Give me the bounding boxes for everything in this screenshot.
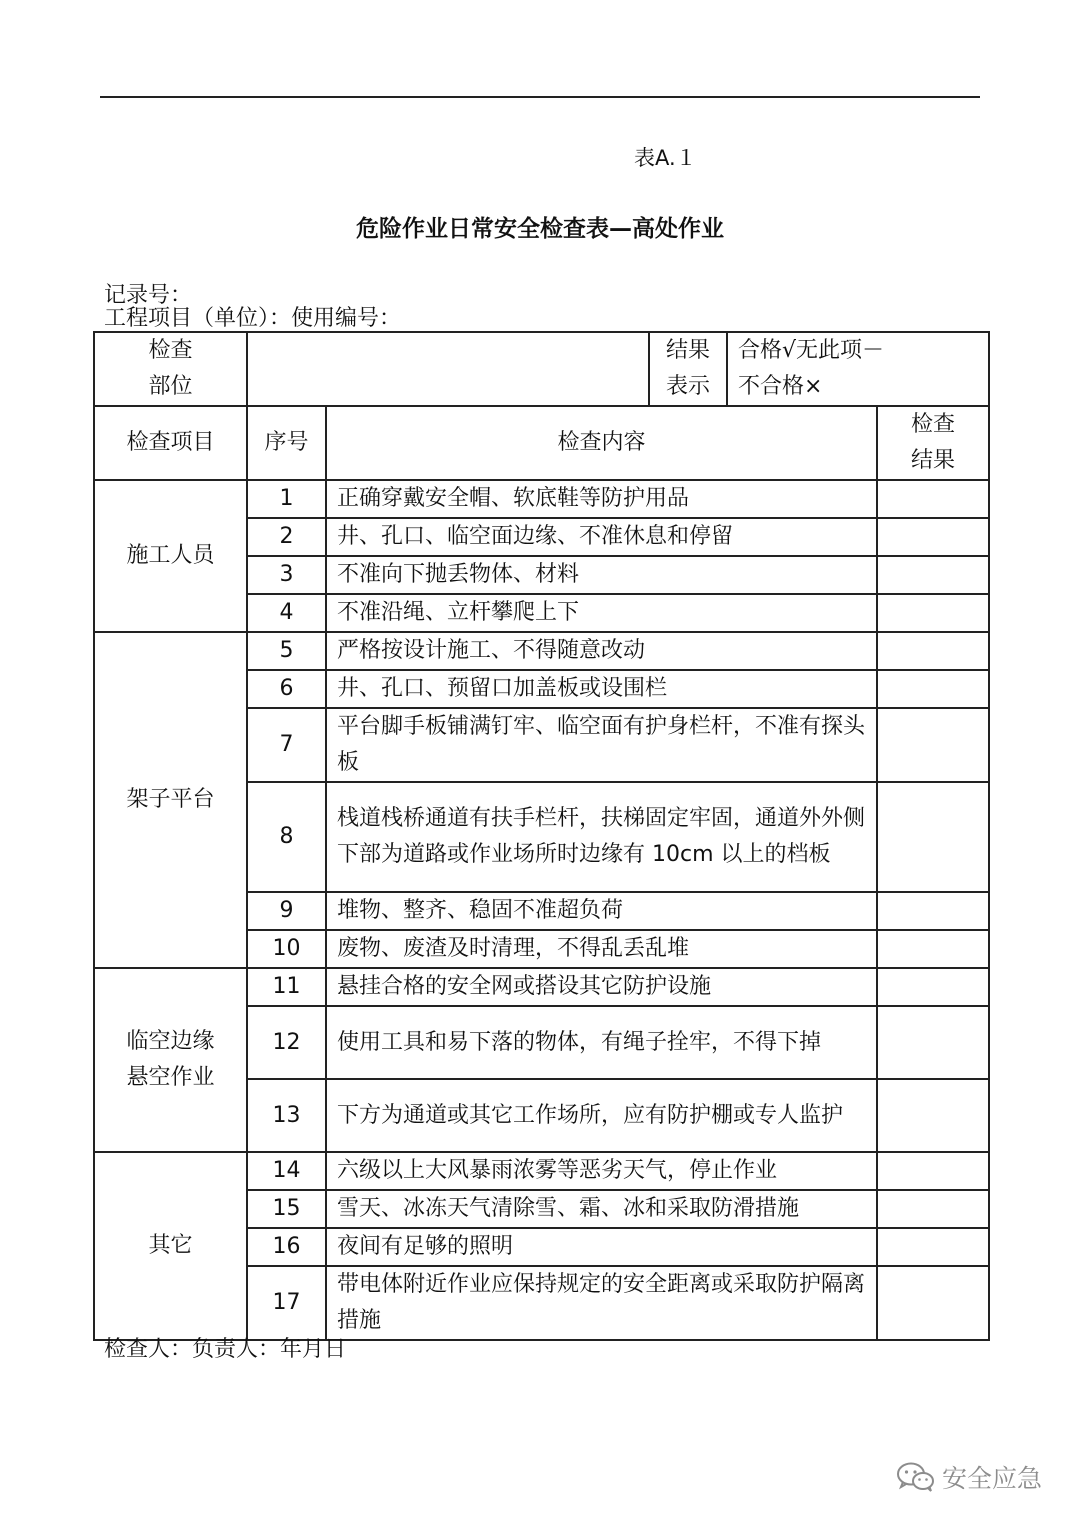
table-row [94,480,989,518]
check-content-cell: 使用工具和易下落的物体，有绳子拴牢，不得下掉 [326,1006,877,1079]
result-cell[interactable] [877,1079,989,1152]
check-content-cell: 栈道栈桥通道有扶手栏杆，扶梯固定牢固，通道外外侧下部为道路或作业场所时边缘有 10cm 以上的档板 [326,782,877,892]
sequence-cell: 1 [247,480,326,518]
location-value[interactable] [247,332,649,406]
watermark-text: 安全应急 [942,1464,1043,1493]
result-cell[interactable] [877,1190,989,1228]
sequence-cell: 5 [247,632,326,670]
category-cell: 其它 [94,1152,247,1340]
result-column-header: 检查 结果 [877,406,989,480]
result-cell[interactable] [877,968,989,1006]
result-cell[interactable] [877,594,989,632]
check-content-cell: 不准沿绳、立杆攀爬上下 [326,594,877,632]
check-content-cell: 不准向下抛丢物体、材料 [326,556,877,594]
sequence-cell: 8 [247,782,326,892]
result-cell[interactable] [877,930,989,968]
table-row [94,968,989,1006]
check-content-cell: 六级以上大风暴雨浓雾等恶劣天气，停止作业 [326,1152,877,1190]
check-content-cell: 平台脚手板铺满钉牢、临空面有护身栏杆，不准有探头板 [326,708,877,782]
category-cell: 架子平台 [94,632,247,968]
result-cell[interactable] [877,556,989,594]
check-content-cell: 悬挂合格的安全网或搭设其它防护设施 [326,968,877,1006]
result-cell[interactable] [877,782,989,892]
watermark [896,1459,1042,1495]
check-content-cell: 废物、废渣及时清理，不得乱丢乱堆 [326,930,877,968]
result-cell[interactable] [877,708,989,782]
inspection-table [93,331,990,1341]
sequence-cell: 10 [247,930,326,968]
sequence-cell: 15 [247,1190,326,1228]
check-content-cell: 下方为通道或其它工作场所，应有防护棚或专人监护 [326,1079,877,1152]
sequence-cell: 4 [247,594,326,632]
result-cell[interactable] [877,480,989,518]
sequence-cell: 11 [247,968,326,1006]
result-cell[interactable] [877,518,989,556]
check-content-cell: 带电体附近作业应保持规定的安全距离或采取防护隔离措施 [326,1266,877,1340]
check-content-cell: 雪天、冰冻天气清除雪、霜、冰和采取防滑措施 [326,1190,877,1228]
table-row [94,632,989,670]
check-content-cell: 井、孔口、临空面边缘、不准休息和停留 [326,518,877,556]
document-title: 危险作业日常安全检查表—高处作业 [356,216,724,242]
sequence-cell: 2 [247,518,326,556]
content-column-header: 检查内容 [326,406,877,480]
category-cell: 施工人员 [94,480,247,632]
category-cell: 临空边缘 悬空作业 [94,968,247,1152]
sequence-cell: 9 [247,892,326,930]
sequence-cell: 16 [247,1228,326,1266]
check-content-cell: 堆物、整齐、稳固不准超负荷 [326,892,877,930]
wechat-icon [896,1461,936,1493]
sequence-cell: 17 [247,1266,326,1340]
check-content-cell: 井、孔口、预留口加盖板或设围栏 [326,670,877,708]
project-line: 工程项目（单位）：使用编号： [104,306,402,331]
result-cell[interactable] [877,1152,989,1190]
item-column-header: 检查项目 [94,406,247,480]
sequence-cell: 12 [247,1006,326,1079]
sequence-cell: 3 [247,556,326,594]
signature-line: 检查人：负责人：年月日 [104,1337,347,1362]
result-cell[interactable] [877,1266,989,1340]
check-content-cell: 正确穿戴安全帽、软底鞋等防护用品 [326,480,877,518]
sequence-column-header: 序号 [247,406,326,480]
check-content-cell: 夜间有足够的照明 [326,1228,877,1266]
sequence-cell: 14 [247,1152,326,1190]
result-cell[interactable] [877,892,989,930]
sequence-cell: 7 [247,708,326,782]
result-cell[interactable] [877,632,989,670]
table-number: 表A.１ [634,146,697,170]
check-content-cell: 严格按设计施工、不得随意改动 [326,632,877,670]
record-number-label: 记录号： [104,283,193,308]
table-row [94,1152,989,1190]
top-rule [100,96,980,98]
sequence-cell: 13 [247,1079,326,1152]
result-legend-label: 结果 表示 [649,332,727,406]
result-legend-text: 合格√无此项－ 不合格× [727,332,989,406]
result-cell[interactable] [877,670,989,708]
sequence-cell: 6 [247,670,326,708]
location-label: 检查 部位 [94,332,247,406]
result-cell[interactable] [877,1228,989,1266]
result-cell[interactable] [877,1006,989,1079]
